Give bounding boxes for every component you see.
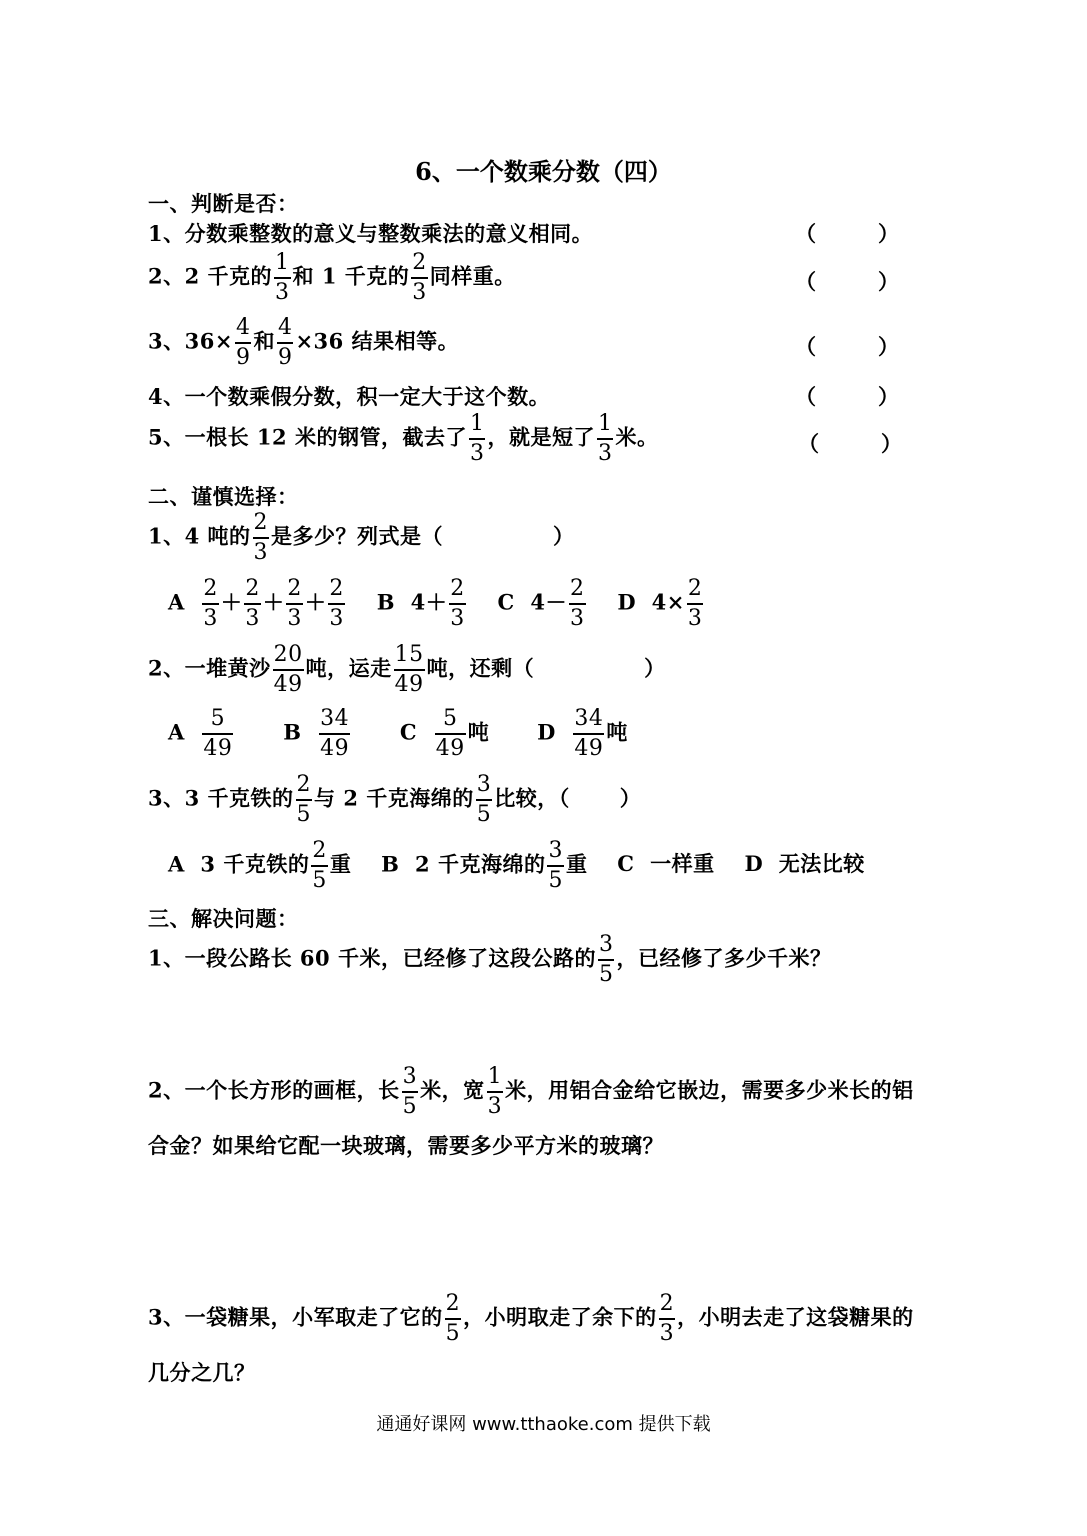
- numerator: 5: [443, 706, 458, 731]
- option-text: 3 千克铁的: [200, 851, 310, 877]
- choice-3-options: [168, 840, 887, 892]
- option-letter: D: [617, 589, 637, 615]
- numerator: 2: [450, 576, 465, 601]
- paren-open: （: [795, 269, 816, 294]
- question-text: 与 2 千克海绵的: [314, 785, 474, 811]
- option-b[interactable]: [283, 708, 352, 760]
- fraction: [687, 578, 704, 630]
- question-text: ）: [644, 655, 666, 681]
- denominator: 49: [574, 735, 604, 761]
- option-text: 重: [565, 851, 588, 877]
- fraction: [253, 512, 270, 564]
- question-text: 3、3 千克铁的: [148, 785, 294, 811]
- problem-2: [148, 1066, 914, 1118]
- numerator: 3: [598, 932, 614, 957]
- option-letter: A: [168, 851, 185, 877]
- question-text: 4、一个数乘假分数，积一定大于这个数。: [148, 384, 551, 409]
- numerator: 2: [445, 1291, 461, 1316]
- option-letter: B: [283, 719, 302, 745]
- question-text: 1、一段公路长 60 千米，已经修了这段公路的: [148, 945, 596, 971]
- question-text: 3、一袋糖果，小军取走了它的: [148, 1304, 443, 1330]
- answer-paren-1: [795, 218, 899, 248]
- fraction: [402, 1066, 419, 1118]
- numerator: 1: [275, 250, 290, 275]
- option-b[interactable]: [377, 578, 468, 630]
- question-text: 2、一个长方形的画框，长: [148, 1077, 400, 1103]
- fraction: [411, 252, 428, 304]
- answer-paren-5: [798, 428, 902, 458]
- option-letter: C: [497, 589, 515, 615]
- option-letter: A: [168, 719, 185, 745]
- question-text: 1、分数乘整数的意义与整数乘法的意义相同。: [148, 221, 594, 246]
- question-text: 1、4 吨的: [148, 523, 251, 549]
- numerator: 5: [210, 706, 226, 731]
- choice-question-2: [148, 644, 666, 696]
- question-text: 2、一堆黄沙: [148, 655, 271, 681]
- option-a[interactable]: [168, 578, 347, 630]
- judge-question-5: [148, 413, 658, 465]
- fraction: [435, 708, 466, 760]
- question-text: 5、一根长 12 米的钢管，截去了: [148, 424, 467, 450]
- denominator: 3: [597, 440, 613, 466]
- numerator: 2: [296, 772, 312, 797]
- option-c[interactable]: [498, 578, 588, 630]
- fraction: [597, 413, 614, 465]
- plus-sign: ＋: [262, 589, 285, 615]
- option-letter: A: [168, 589, 185, 615]
- fraction: [598, 934, 615, 986]
- denominator: 5: [548, 867, 563, 893]
- denominator: 3: [245, 605, 260, 631]
- fraction: [286, 578, 303, 630]
- question-text: 米。: [615, 424, 659, 450]
- denominator: 5: [476, 801, 492, 827]
- denominator: 3: [203, 605, 218, 631]
- denominator: 3: [275, 279, 290, 305]
- question-text: 3、36×: [148, 328, 233, 354]
- denominator: 9: [235, 344, 251, 370]
- paren-close: ）: [878, 334, 899, 359]
- judge-question-4: [148, 381, 550, 411]
- paren-open: （: [798, 431, 819, 456]
- fraction: [202, 708, 233, 760]
- denominator: 5: [312, 867, 327, 893]
- option-text: 重: [329, 851, 352, 877]
- denominator: 49: [394, 671, 424, 697]
- option-a[interactable]: [168, 708, 235, 760]
- paren-open: （: [795, 334, 816, 359]
- answer-paren-3: [795, 331, 899, 361]
- question-text: 2、2 千克的: [148, 263, 273, 289]
- option-text: 无法比较: [778, 851, 865, 877]
- question-text: 米，宽: [420, 1077, 485, 1103]
- fraction: [487, 1066, 504, 1118]
- denominator: 3: [450, 605, 465, 631]
- numerator: 3: [402, 1064, 418, 1089]
- option-text: 4×: [651, 589, 685, 615]
- fraction: [659, 1293, 676, 1345]
- question-text: 是多少？列式是（: [271, 523, 444, 549]
- judge-question-2: [148, 252, 516, 304]
- numerator: 3: [476, 772, 492, 797]
- option-b[interactable]: [381, 840, 587, 892]
- section-3-heading: 三、解决问题：: [148, 906, 299, 931]
- problem-1: [148, 934, 831, 986]
- option-text: 4＋: [410, 589, 448, 615]
- fraction: [573, 708, 604, 760]
- numerator: 15: [394, 642, 424, 667]
- denominator: 5: [296, 801, 312, 827]
- fraction: [394, 644, 425, 696]
- denominator: 49: [320, 735, 350, 761]
- option-d[interactable]: [617, 578, 705, 630]
- option-letter: C: [399, 719, 418, 745]
- numerator: 34: [574, 706, 604, 731]
- denominator: 3: [687, 605, 703, 631]
- numerator: 1: [597, 411, 613, 436]
- question-text: 和: [253, 328, 275, 354]
- fraction: [469, 413, 486, 465]
- question-text: 同样重。: [429, 263, 516, 289]
- fraction: [547, 840, 564, 892]
- option-letter: B: [381, 851, 400, 877]
- option-a[interactable]: [168, 840, 351, 892]
- question-text: ×36 结果相等。: [295, 328, 460, 354]
- option-d[interactable]: [537, 708, 628, 760]
- fraction: [274, 252, 291, 304]
- paren-open: （: [795, 384, 816, 409]
- question-text: ，就是短了: [487, 424, 595, 450]
- question-text: ）: [619, 785, 642, 811]
- question-text: 比较，（: [494, 785, 570, 811]
- fraction: [328, 578, 345, 630]
- fraction: [476, 774, 493, 826]
- section-1-heading: 一、判断是否：: [148, 191, 299, 216]
- denominator: 9: [277, 344, 293, 370]
- problem-2-line-2: 合金？如果给它配一块玻璃，需要多少平方米的玻璃？: [148, 1133, 664, 1158]
- option-letter: B: [376, 589, 395, 615]
- section-2-heading: 二、谨慎选择：: [148, 484, 299, 509]
- question-text: ，小明取走了余下的: [463, 1304, 657, 1330]
- plus-sign: ＋: [304, 589, 327, 615]
- option-text: 吨: [606, 719, 628, 745]
- question-text: 吨，运走: [305, 655, 392, 681]
- option-text: 4－: [530, 589, 568, 615]
- numerator: 2: [659, 1291, 675, 1316]
- question-text: ）: [553, 523, 575, 549]
- fraction: [569, 578, 586, 630]
- paren-close: ）: [878, 384, 899, 409]
- paren-close: ）: [881, 431, 902, 456]
- paren-open: （: [795, 221, 816, 246]
- question-text: 米，用铝合金给它嵌边，需要多少米长的铝: [505, 1077, 914, 1103]
- numerator: 2: [570, 576, 585, 601]
- fraction: [277, 317, 294, 369]
- denominator: 3: [487, 1093, 503, 1119]
- fraction: [202, 578, 219, 630]
- choice-question-3: [148, 774, 641, 826]
- fraction: [311, 840, 328, 892]
- plus-sign: ＋: [220, 589, 243, 615]
- choice-2-options: [168, 708, 650, 760]
- judge-question-3: [148, 317, 459, 369]
- numerator: 1: [469, 411, 485, 436]
- choice-question-1: [148, 512, 575, 564]
- numerator: 2: [203, 576, 218, 601]
- option-c[interactable]: [400, 708, 489, 760]
- fraction: [449, 578, 466, 630]
- option-text: 一样重: [650, 851, 715, 877]
- denominator: 49: [203, 735, 233, 761]
- fraction: [445, 1293, 462, 1345]
- numerator: 2: [253, 510, 269, 535]
- denominator: 3: [287, 605, 302, 631]
- answer-paren-2: [795, 266, 899, 296]
- denominator: 3: [253, 539, 269, 565]
- page-title: 6、一个数乘分数（四）: [415, 157, 672, 186]
- option-text: 2 千克海绵的: [415, 851, 546, 877]
- question-text: ，小明去走了这袋糖果的: [677, 1304, 914, 1330]
- problem-3: [148, 1293, 914, 1345]
- fraction: [244, 578, 261, 630]
- paren-close: ）: [878, 269, 899, 294]
- denominator: 5: [445, 1320, 461, 1346]
- numerator: 20: [273, 642, 303, 667]
- option-letter: D: [537, 719, 556, 745]
- numerator: 2: [412, 250, 427, 275]
- paren-close: ）: [878, 221, 899, 246]
- question-text: 吨，还剩（: [426, 655, 535, 681]
- fraction: [273, 644, 304, 696]
- denominator: 3: [412, 279, 427, 305]
- question-text: 和 1 千克的: [292, 263, 410, 289]
- numerator: 1: [487, 1064, 503, 1089]
- denominator: 3: [570, 605, 585, 631]
- numerator: 2: [687, 576, 703, 601]
- denominator: 3: [469, 440, 485, 466]
- fraction: [319, 708, 350, 760]
- choice-1-options: [168, 578, 727, 630]
- numerator: 2: [245, 576, 260, 601]
- problem-3-line-2: 几分之几？: [148, 1360, 256, 1385]
- fraction: [296, 774, 313, 826]
- numerator: 4: [277, 315, 293, 340]
- numerator: 34: [320, 706, 350, 731]
- numerator: 2: [329, 576, 344, 601]
- option-text: 吨: [467, 719, 490, 745]
- question-text: ，已经修了多少千米？: [616, 945, 832, 971]
- fraction: [235, 317, 252, 369]
- numerator: 2: [287, 576, 302, 601]
- option-letter: D: [744, 851, 764, 877]
- option-letter: C: [617, 851, 635, 877]
- judge-question-1: [148, 218, 593, 248]
- numerator: 4: [235, 315, 251, 340]
- denominator: 49: [273, 671, 303, 697]
- answer-paren-4: [795, 381, 899, 411]
- denominator: 3: [329, 605, 344, 631]
- denominator: 49: [435, 735, 465, 761]
- numerator: 3: [548, 838, 563, 863]
- footer-source: 通通好课网 www.tthaoke.com 提供下载: [376, 1414, 711, 1435]
- denominator: 5: [402, 1093, 418, 1119]
- denominator: 3: [659, 1320, 675, 1346]
- option-d[interactable]: [744, 848, 864, 878]
- numerator: 2: [312, 838, 327, 863]
- option-c[interactable]: [617, 848, 714, 878]
- denominator: 5: [598, 961, 614, 987]
